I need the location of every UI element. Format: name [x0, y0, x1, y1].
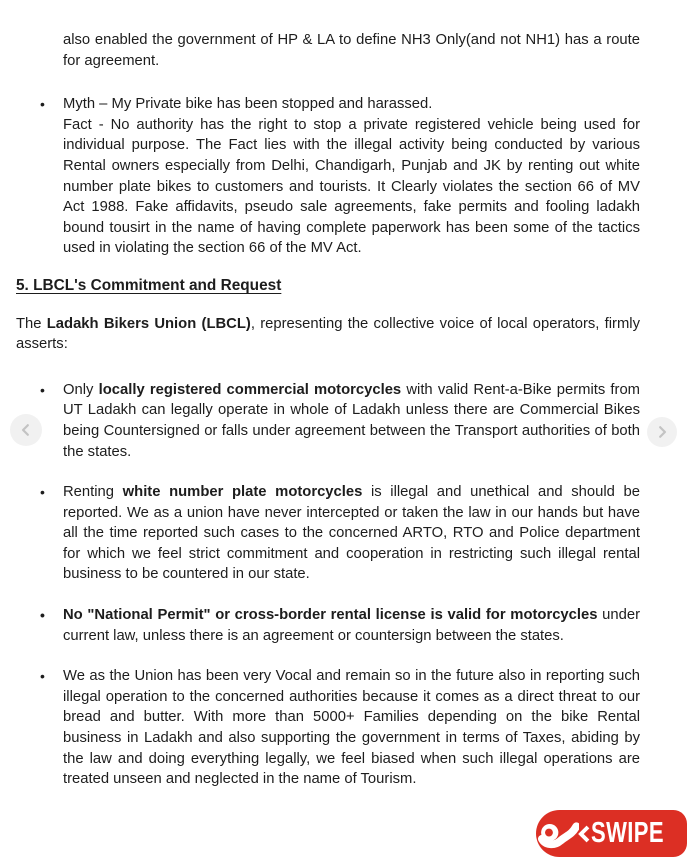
chevron-left-icon — [19, 423, 33, 437]
document-content — [16, 30, 640, 790]
assertion-intro-paragraph: The Ladakh Bikers Union (LBCL), representing the collective voice of local operators, firmly asserts: — [16, 315, 640, 353]
carousel-prev-button[interactable] — [10, 414, 42, 446]
swipe-chevron-icon — [577, 822, 590, 846]
swipe-badge — [536, 810, 687, 857]
myth-list — [16, 94, 640, 259]
bullet-item-local-registration: • Only locally registered commercial motorcycles with valid Rent-a-Bike permits from UT Ladakh can legally operate in whole of Ladakh unless there are Commercial Bikes being Countersigned or falls under agreement between the Transport authorities of both the states. — [63, 380, 640, 462]
bullet-item-myth: • Myth – My Private bike has been stopped and harassed. Fact - No authority has the right to stop a private registered vehicle being used for individual purpose. The Fact lies with the illegal activity being conducted by various Rental owners especially from Delhi, Chandigarh, Punjab and JK by renting out white number plate bikes to customers and tourists. It Clearly violates the section 66 of MV Act 1988. Fake affidavits, pseudo sale agreements, fake permits and fooling ladakh bound tousirt in the name of having complete paperwork has been some of the tactics used in violating the section 66 of the MV Act. — [63, 94, 640, 259]
section-heading: 5. LBCL's Commitment and Request — [16, 276, 282, 294]
swipe-label: SWIPE — [591, 817, 664, 849]
assertions-list — [16, 380, 640, 790]
intro-paragraph: also enabled the government of HP & LA to define NH3 Only(and not NH1) has a route for agreement. — [63, 32, 640, 69]
carousel-next-button[interactable] — [647, 417, 677, 447]
bullet-item-white-plate: • Renting white number plate motorcycles is illegal and unethical and should be reported. We as a union have never intercepted or taken the law in our hands but have all the time reported such cases to the concerned ARTO, RTO and Police department for which we feel strict commitment and cooperation in restricting such illegal rental business to be countered in our state. — [63, 482, 640, 585]
bullet-item-union-vocal: • We as the Union has been very Vocal and remain so in the future also in reporting such illegal operation to the concerned authorities because it comes as a direct threat to our bread and butter. With more than 5000+ Families depending on the bike Rental business in Ladakh and also supporting the government in terms of Taxes, abiding by the law and doing everything legally, we feel biased when such illegal operations are treated unseen and neglected in the name of Tourism. — [63, 666, 640, 790]
swipe-gesture-icon — [538, 809, 579, 853]
chevron-right-icon — [655, 425, 669, 439]
bullet-item-national-permit: • No "National Permit" or cross-border rental license is valid for motorcycles under current law, unless there is an agreement or countersign between the states. — [63, 605, 640, 646]
